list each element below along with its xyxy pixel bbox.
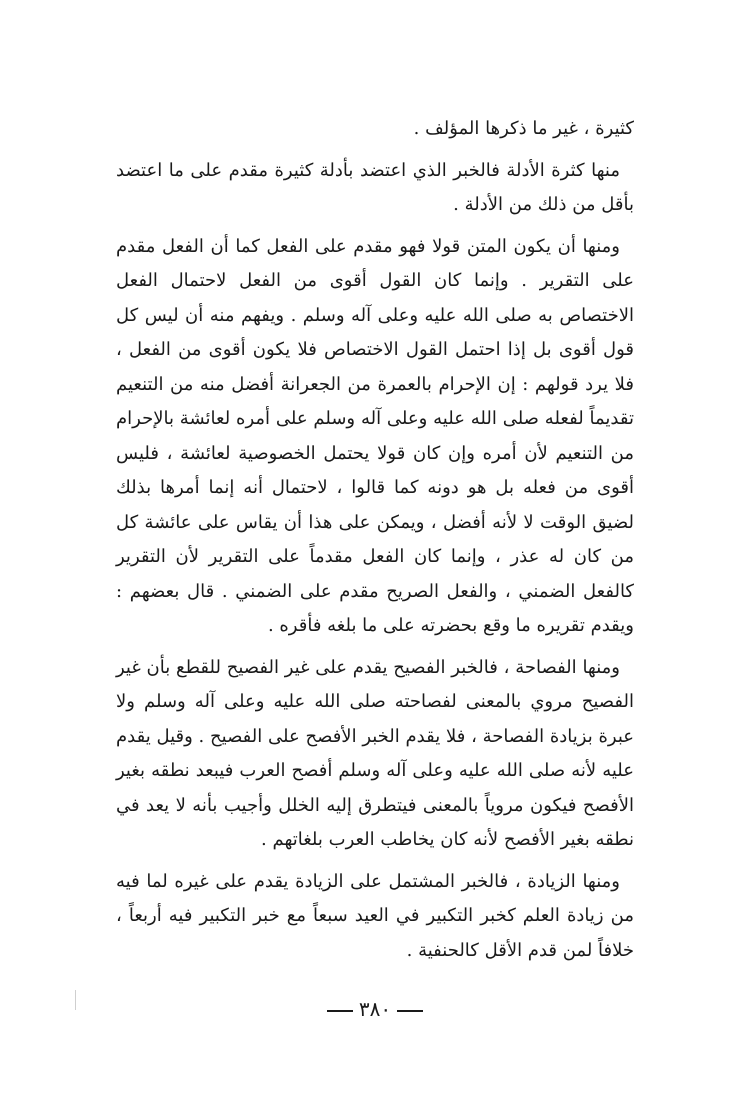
paragraph-word-over-deed: ومنها أن يكون المتن قولا فهو مقدم على الفعل كما أن الفعل مقدم على التقرير . وإنما كان القول أقوى من الفعل لاحتمال الفعل الاختصاص به صلى الله عليه وعلى آله وسلم . ويفهم منه أن ليس كل قول أقوى بل إذا احتمل القول الاختصاص فلا يكون أقوى من الفعل ، فلا يرد قولهم : إن الإحرام بالعمرة من الجعرانة أفضل منه من التنعيم تقديماً لفعله صلى الله عليه وعلى آله وسلم على أمره لعائشة بالإحرام من التنعيم لأن أمره وإن كان قولا يحتمل الخصوصية لعائشة ، فليس أقوى من فعله بل هو دونه كما قالوا ، لاحتمال أنه إنما أمرها بذلك لضيق الوقت لا لأنه أفضل ، ويمكن على هذا أن يقاس على عائشة كل من كان له عذر ، وإنما كان الفعل مقدماً على التقرير لأن التقرير كالفعل الضمني ، والفعل الصريح مقدم على الضمني . قال بعضهم : ويقدم تقريره ما وقع بحضرته على ما بلغه فأقره .	[116, 235, 634, 636]
page-number: ٣٨٠	[358, 997, 392, 1021]
scan-edge-mark	[75, 990, 76, 1010]
paragraph-continuation: كثيرة ، غير ما ذكرها المؤلف .	[413, 118, 634, 139]
body-text	[116, 112, 634, 968]
paragraph-evidence: منها كثرة الأدلة فالخبر الذي اعتضد بأدلة كثيرة مقدم على ما اعتضد بأقل من ذلك من الأدلة .	[116, 159, 634, 215]
paragraph-eloquence: ومنها الفصاحة ، فالخبر الفصيح يقدم على غير الفصيح للقطع بأن غير الفصيح مروي بالمعنى لفصاحته صلى الله عليه وعلى آله وسلم ولا عبرة بزيادة الفصاحة ، فلا يقدم الخبر الأفصح على الفصيح . وقيل يقدم عليه لأنه صلى الله عليه وعلى آله وسلم أفصح العرب فيبعد نطقه بغير الأفصح فيكون مروياً بالمعنى فيتطرق إليه الخلل وأجيب بأنه لا يعد في نطقه بغير الأفصح لأنه كان يخاطب العرب بلغاتهم .	[116, 656, 634, 850]
dash-decoration	[327, 1010, 353, 1012]
page-number-footer	[0, 997, 750, 1021]
dash-decoration	[397, 1010, 423, 1012]
paragraph-addition: ومنها الزيادة ، فالخبر المشتمل على الزيادة يقدم على غيره لما فيه من زيادة العلم كخبر التكبير في العيد سبعاً مع خبر التكبير فيه أربعاً ، خلافاً لمن قدم الأقل كالحنفية .	[116, 870, 634, 961]
